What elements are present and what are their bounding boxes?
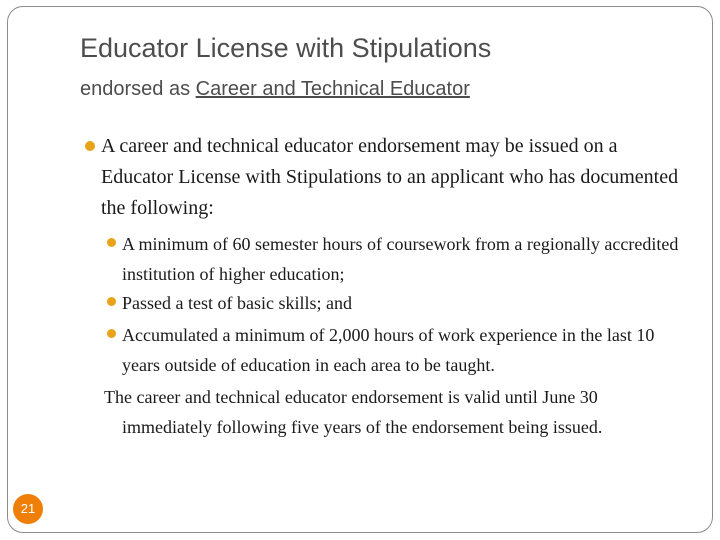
slide-subtitle bbox=[80, 78, 470, 101]
subtitle-underlined: Career and Technical Educator bbox=[195, 78, 470, 100]
sub-bullet-text: A minimum of 60 semester hours of coursework from a regionally accredited institution of higher education; bbox=[122, 234, 679, 284]
closing-paragraph: The career and technical educator endorsement is valid until June 30 immediately following five years of the endorsement being issued. bbox=[104, 387, 603, 437]
page-number-badge: 21 bbox=[13, 494, 43, 524]
subtitle-prefix: endorsed as bbox=[80, 78, 196, 100]
bullet-icon bbox=[107, 238, 116, 247]
bullet-icon bbox=[85, 141, 95, 151]
sub-bullet-text: Accumulated a minimum of 2,000 hours of work experience in the last 10 years outside of education in each area to be taught. bbox=[122, 325, 655, 375]
slide-title: Educator License with Stipulations bbox=[80, 33, 492, 63]
bullet-icon bbox=[107, 329, 116, 338]
bullet-icon bbox=[107, 297, 116, 306]
main-bullet-text: A career and technical educator endorsement may be issued on a Educator License with Stipulations to an applicant who has documented the following: bbox=[101, 135, 679, 219]
sub-bullet-text: Passed a test of basic skills; and bbox=[122, 293, 352, 313]
